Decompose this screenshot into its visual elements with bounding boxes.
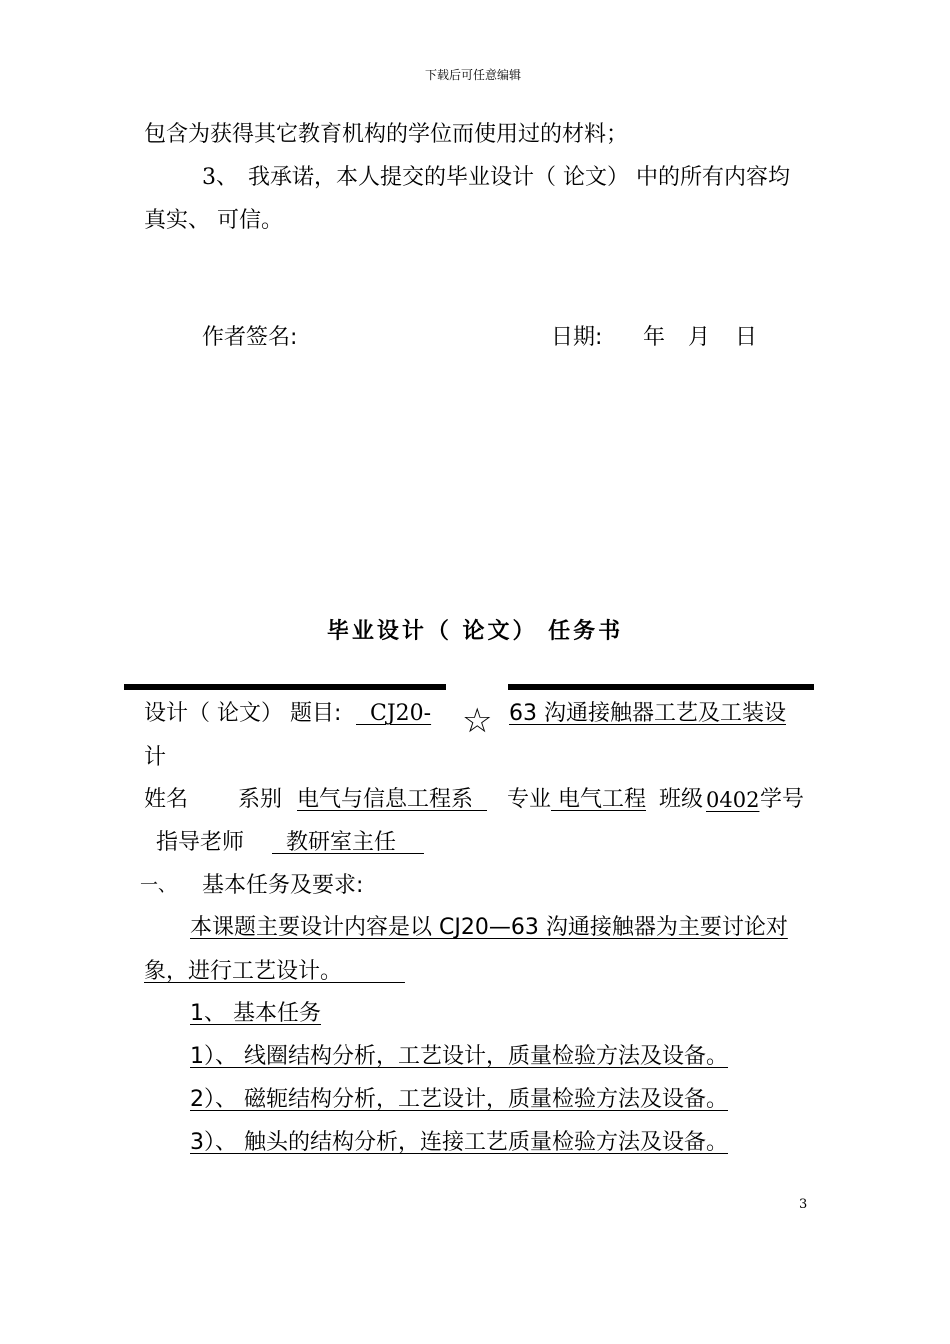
topic-value-continuation: 计 (144, 745, 167, 770)
task-item-2: 2）、 磁轭结构分析，工艺设计，质量检验方法及设备。 (190, 1087, 728, 1112)
topic-value-part-2: 63 沟通接触器工艺及工装设 (509, 701, 786, 726)
signature-label: 作者签名: (202, 325, 298, 350)
section-1-title: 基本任务及要求: (202, 873, 364, 898)
subsection-1-title: 1、 基本任务 (190, 1001, 321, 1026)
para-1-line-1: 本课题主要设计内容是以 CJ20—63 沟通接触器为主要讨论对 (190, 915, 788, 940)
dept-label: 系别 (238, 787, 283, 812)
class-value: 0402 (706, 788, 760, 812)
task-book-title: 毕业设计（ 论文） 任务书 (326, 619, 624, 644)
date-day: 日 (735, 325, 758, 350)
major-value: 电气工程 (551, 787, 646, 812)
date-year: 年 (643, 325, 666, 350)
major-label: 专业 (507, 787, 552, 812)
page-number: 3 (799, 1197, 808, 1212)
declaration-line-1: 包含为获得其它教育机构的学位而使用过的材料； (144, 122, 629, 147)
para-1-line-2: 象，进行工艺设计。 (144, 959, 405, 984)
topic-value-part-1: CJ20- (356, 701, 432, 726)
task-item-3: 3）、 触头的结构分析，连接工艺质量检验方法及设备。 (190, 1130, 728, 1155)
topic-label: 设计（ 论文） 题目: (144, 701, 342, 726)
advisor-value: 教研室主任 (272, 830, 424, 855)
declaration-item-3-number: 3、 (202, 165, 238, 190)
date-month: 月 (688, 325, 711, 350)
title-rule-left (124, 684, 446, 690)
section-1-number: 一、 (140, 875, 176, 896)
advisor-label: 指导老师 (156, 830, 245, 855)
date-label: 日期: (551, 325, 603, 350)
declaration-line-3: 真实、 可信。 (144, 208, 283, 233)
star-icon: ☆ (462, 701, 493, 741)
dept-value: 电气与信息工程系 (297, 787, 487, 812)
name-label: 姓名 (144, 787, 189, 812)
declaration-item-3-text: 我承诺，本人提交的毕业设计（ 论文） 中的所有内容均 (248, 165, 790, 190)
task-item-1: 1）、 线圈结构分析，工艺设计，质量检验方法及设备。 (190, 1044, 728, 1069)
header-note: 下载后可任意编辑 (425, 68, 522, 82)
student-no-label: 学号 (760, 787, 805, 812)
class-label: 班级 (659, 787, 704, 812)
title-rule-right (508, 684, 814, 690)
